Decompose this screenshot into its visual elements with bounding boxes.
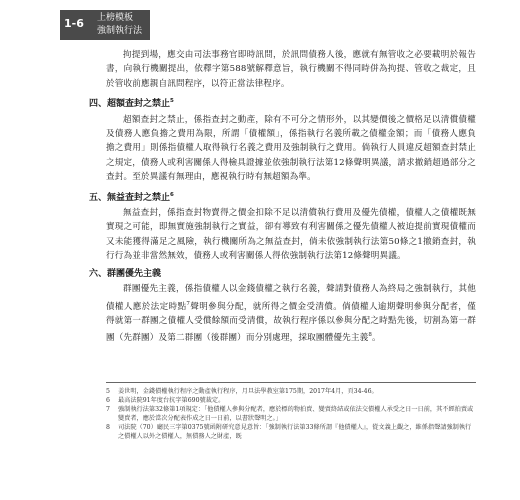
footnotes xyxy=(106,382,476,441)
footnote-ref-5[interactable]: 5 xyxy=(170,98,174,105)
footnote-number: 5 xyxy=(106,388,110,395)
page-number: 1-6 xyxy=(64,17,84,30)
section-heading-5-text: 五、無益查封之禁止 xyxy=(89,192,171,203)
intro-paragraph: 拘提到場，應交由司法事務官即時訊問，於訊問債務人後，應就有無管收之必要載明於報告書，向執行機關提出，依釋字第588號解釋意旨，執行機關不得同時併為拘提、管收之裁定，且於管收前應親自訊問程序，以符正當法律程序。 xyxy=(106,50,476,89)
footnote-text: 強制執行法第32條第1項規定：「他債權人參與分配者，應於標的物拍賣、變賣終結或依法交債權人承受之日一日前，其不經拍賣或變賣者，應於當次分配表作成之日一日前，以書狀聲明之。」 xyxy=(118,406,474,422)
footnote-ref-8[interactable]: 8 xyxy=(368,332,372,339)
section-6-text-end: 。 xyxy=(371,333,381,344)
section-6-text-b: 聲明參與分配，就所得之價金受清償。倘債權人逾期聲明參與分配者，僅得就第一群團之債權人受償餘額而受清償，故執行程序係以參與分配之時點先後，切割為第一群團（先群團）及第二群團（後群團）而分別處理，採取團體優先主義 xyxy=(106,301,476,344)
main-content xyxy=(89,48,476,345)
chapter-title: 強制執行法 xyxy=(97,26,143,36)
footnote-number: 6 xyxy=(106,397,110,404)
footnote xyxy=(106,423,476,441)
running-header xyxy=(97,12,177,38)
footnote-number: 8 xyxy=(106,424,110,431)
section-heading-5 xyxy=(89,188,476,205)
footnote-text: 最高法院91年度台抗字第690號裁定。 xyxy=(118,397,225,404)
footnote-ref-6[interactable]: 6 xyxy=(170,191,174,198)
section-heading-6: 六、群團優先主義 xyxy=(89,268,162,279)
section-6-text-a: 群團優先主義，係指債權人以金錢債權之執行名義，聲請對債務人為終局之強制執行，其他債權人應於法定時點 xyxy=(106,284,476,312)
footnote-text: 司法院（70）廳民三字第0375號函附研究意見意旨：「強制執行法第33條所謂『他債權人』，從文義上觀之，維係指聲請強制執行之債權人以外之債權人，無債務人之財產，既 xyxy=(118,424,472,440)
footnote xyxy=(106,396,476,405)
footnote-ref-7[interactable]: 7 xyxy=(186,300,191,307)
section-heading-4 xyxy=(89,94,476,111)
section-6-body xyxy=(106,282,476,345)
footnote xyxy=(106,387,476,396)
footnote-number: 7 xyxy=(106,406,110,413)
section-heading-4-text: 四、超額查封之禁止 xyxy=(89,99,171,110)
footnote-text: 姜世明，金錢債權執行程序之動產執行程序，月旦法學教室第175期，2017年4月，頁34-46。 xyxy=(118,388,378,395)
book-title: 上榜模板 xyxy=(97,13,134,23)
section-5-body: 無益查封，係指查封物賣得之價金扣除不足以清償執行費用及優先債權，債權人之債權既無實現之可能，即無實施強制執行之實益，卻有導致有利害關係之優先債權人被迫提前實現債權而又未能獲得滿足之風險，執行機關所為之無益查封，倘未依強制執行法第50條之1撤銷查封，執行行為並非當然無效，債務人或利害關係人得依強制執行法第12條聲明異議。 xyxy=(106,208,476,262)
footnote xyxy=(106,405,476,423)
section-4-body: 超額查封之禁止，係指查封之動產，除有不可分之情形外，以其變價後之價格足以清償債權及債務人應負擔之費用為限，所謂「債權額」，係指執行名義所載之債權金額；而「債務人應負擔之費用」則係指債權人取得執行名義之費用及強制執行之費用。倘執行人員違反超額查封禁止之規定，債務人或利害關係人得檢具證據並依強制執行法第12條聲明異議，請求撤銷超過部分之查封。至於異議有無理由，應視執行時有無超額為準。 xyxy=(106,114,476,183)
